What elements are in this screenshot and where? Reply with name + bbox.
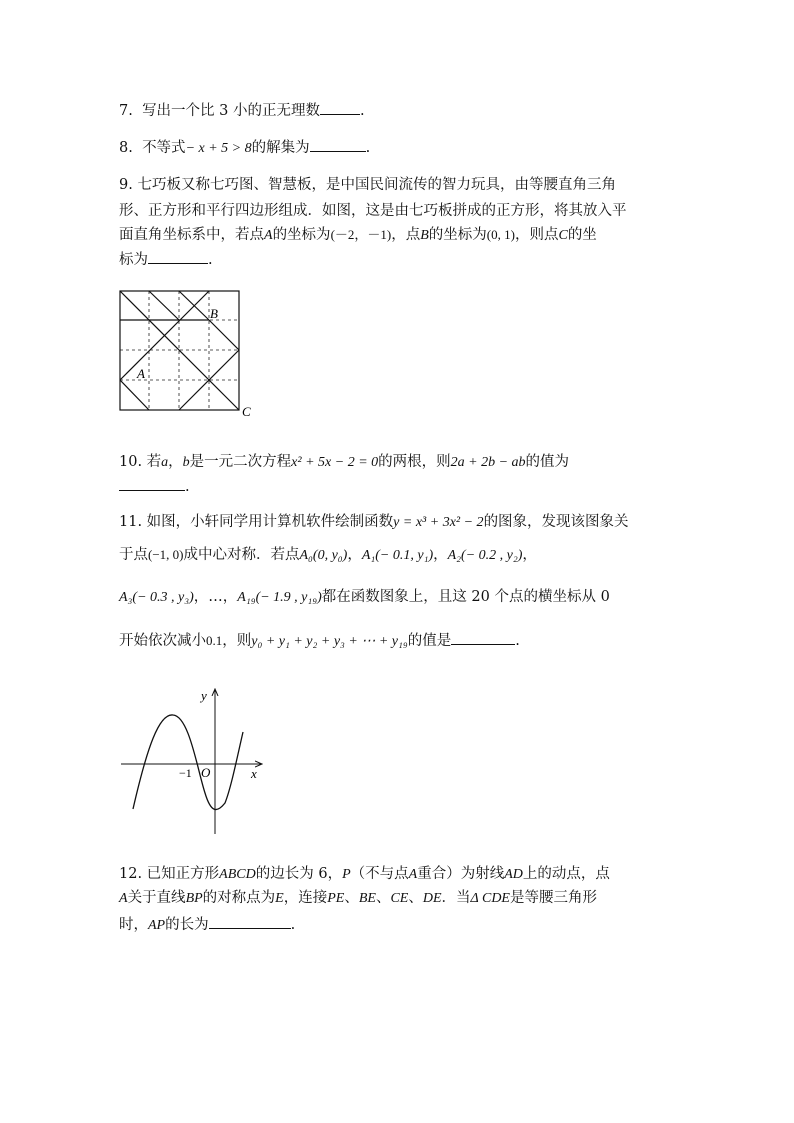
q7-answer-blank[interactable] xyxy=(320,100,360,115)
question-12-line-2: A关于直线BP的对称点为E，连接PE、BE、CE、DE．当Δ CDE是等腰三角形 xyxy=(119,890,597,906)
graph-label-neg1: −1 xyxy=(179,766,192,780)
q8-answer-blank[interactable] xyxy=(310,137,366,152)
question-9-line-2: 形、正方形和平行四边形组成．如图，这是由七巧板拼成的正方形，将其放入平 xyxy=(119,203,627,219)
graph-label-x: x xyxy=(251,766,257,781)
cubic-graph xyxy=(119,688,269,838)
q11-function: y = x³ + 3x² − 2 xyxy=(393,515,484,530)
question-8: 8. 不等式− x + 5 > 8的解集为 . xyxy=(119,137,370,159)
q11-sum: y₀ + y₁ + y₂ + y₃ + ⋯ + y₁₉ xyxy=(251,634,408,649)
question-11-line-2: 于点(−1, 0)成中心对称．若点A₀(0, y₀)，A₁(− 0.1, y₁)，A₂(− 0.2 , y₂)， xyxy=(119,547,537,563)
question-12-line-1: 12. 已知正方形ABCD的边长为 6，P（不与点A重合）为射线AD上的动点，点 xyxy=(119,866,610,882)
question-7: 7. 写出一个比 3 小的正无理数 . xyxy=(119,100,365,121)
tangram-pieces xyxy=(120,291,239,410)
cubic-curve xyxy=(133,715,243,810)
tangram-label-c: C xyxy=(242,404,251,419)
q10-expression: 2a + 2b − ab xyxy=(450,455,526,470)
tangram-label-a: A xyxy=(137,366,145,381)
question-11-line-3: A₃(− 0.3 , y₃)，…，A₁₉(− 1.9 , y₁₉)都在函数图象上，且这 20 个点的横坐标从 0 xyxy=(119,589,610,605)
point-b-coord: (0, 1) xyxy=(486,227,515,242)
question-12-line-3: 时，AP的长为 . xyxy=(119,914,295,936)
q12-answer-blank[interactable] xyxy=(209,914,291,929)
question-11-line-4: 开始依次减小0.1，则y₀ + y₁ + y₂ + y₃ + ⋯ + y₁₉的值是 . xyxy=(119,630,520,652)
question-10: 10. 若a，b是一元二次方程x² + 5x − 2 = 0的两根，则2a + 2b − ab的值为 xyxy=(119,454,570,470)
graph-label-origin: O xyxy=(201,765,211,780)
question-10-line-2: . xyxy=(119,476,190,497)
point-a-coord: (－2，－1) xyxy=(330,227,392,242)
q11-answer-blank[interactable] xyxy=(451,630,515,645)
question-11-line-1: 11. 如图，小轩同学用计算机软件绘制函数y = x³ + 3x² − 2的图象，发现该图象关 xyxy=(119,514,629,530)
question-9-line-1: 9. 七巧板又称七巧图、智慧板，是中国民间流传的智力玩具，由等腰直角三角 xyxy=(119,177,616,193)
q10-answer-blank[interactable] xyxy=(119,476,185,491)
question-9-line-4: 标为 . xyxy=(119,249,213,270)
q8-inequality: − x + 5 > 8 xyxy=(185,141,252,156)
graph-label-y: y xyxy=(201,688,207,703)
tangram-figure xyxy=(119,290,259,420)
q7-text: 7. 写出一个比 3 小的正无理数 xyxy=(119,103,321,119)
q10-equation: x² + 5x − 2 = 0 xyxy=(291,455,379,470)
question-9-line-3: 面直角坐标系中，若点A的坐标为(－2，－1)，点B的坐标为(0, 1)，则点C的坐 xyxy=(119,227,597,243)
q9-answer-blank[interactable] xyxy=(148,249,208,264)
tangram-label-b: B xyxy=(210,306,218,321)
